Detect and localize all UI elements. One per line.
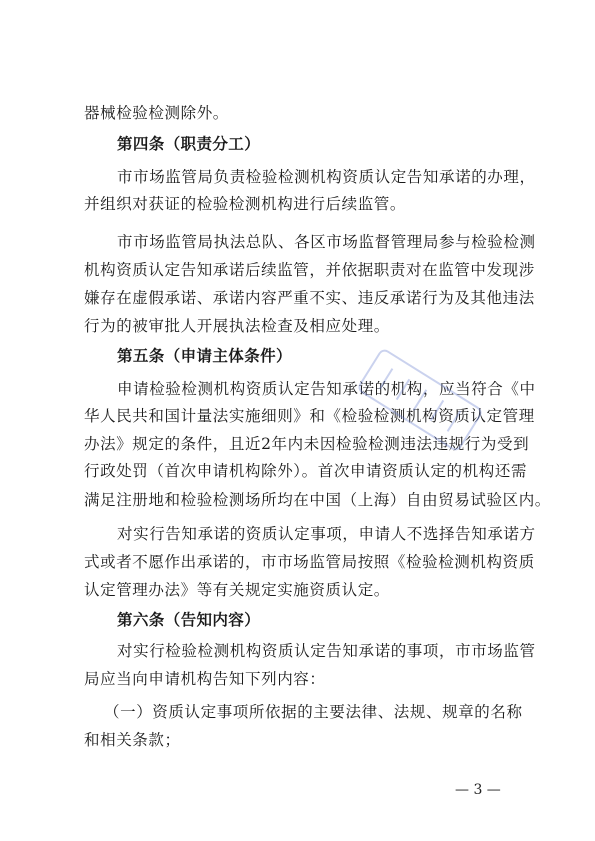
article-heading: 第六条（告知内容） (117, 611, 261, 629)
body-text-line: 对实行检验检测机构资质认定告知承诺的事项，市市场监管 (117, 642, 536, 660)
body-text-line: 申请检验检测机构资质认定告知承诺的机构，应当符合《中 (117, 380, 536, 398)
body-text-line: 局应当向申请机构告知下列内容： (84, 670, 326, 688)
body-text-line: 和相关条款； (84, 731, 181, 749)
body-text-line: 市市场监管局负责检验检测机构资质认定告知承诺的办理， (117, 168, 536, 186)
body-text-line: 满足注册地和检验检测场所均在中国（上海）自由贸易试验区内。 (84, 491, 551, 509)
page-number: — 3 — (455, 782, 501, 798)
body-text-line: 器械检验检测除外。 (84, 104, 229, 122)
body-text-line: 行政处罚（首次申请机构除外）。首次申请资质认定的机构还需 (84, 462, 528, 480)
body-text-line: 认定管理办法》等有关规定实施资质认定。 (84, 581, 390, 599)
body-text-line: （一）资质认定事项所依据的主要法律、法规、规章的名称 (104, 703, 523, 721)
body-text-line: 华人民共和国计量法实施细则》和《检验检测机构资质认定管理 (84, 407, 535, 425)
body-text-line: 市市场监管局执法总队、各区市场监督管理局参与检验检测 (117, 233, 536, 251)
body-text-line: 式或者不愿作出承诺的，市市场监管局按照《检验检测机构资质 (84, 553, 535, 571)
body-text-line: 对实行告知承诺的资质认定事项，申请人不选择告知承诺方 (117, 525, 536, 543)
body-text-line: 行为的被审批人开展执法检查及相应处理。 (84, 317, 390, 335)
article-heading: 第五条（申请主体条件） (117, 347, 292, 365)
body-text-line: 机构资质认定告知承诺后续监管，并依据职责对在监管中发现涉 (84, 261, 535, 279)
body-text-line: 并组织对获证的检验检测机构进行后续监管。 (84, 195, 407, 213)
body-text-line: 办法》规定的条件，且近2年内未因检验检测违法违规行为受到 (84, 435, 530, 453)
body-text-line: 嫌存在虚假承诺、承诺内容严重不实、违反承诺行为及其他违法 (84, 289, 535, 307)
article-heading: 第四条（职责分工） (117, 135, 261, 153)
